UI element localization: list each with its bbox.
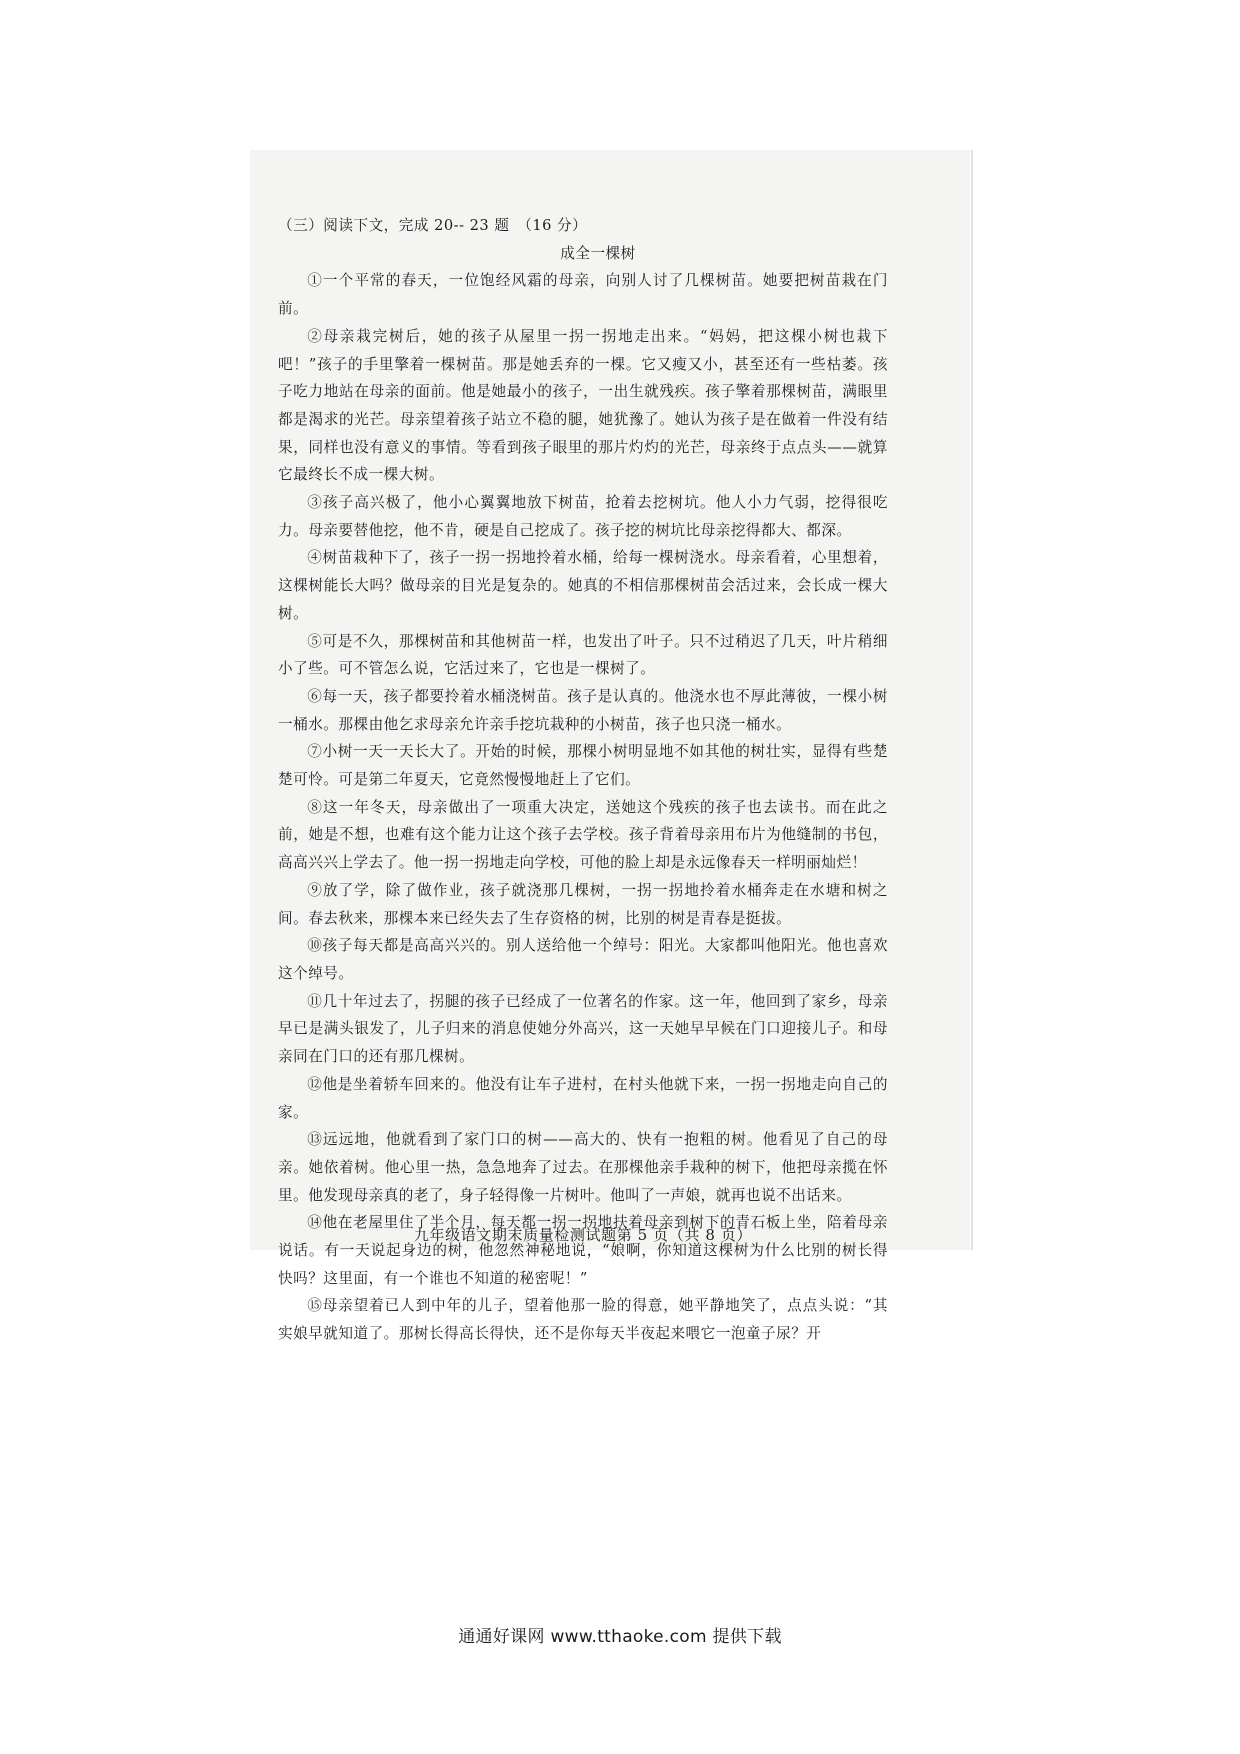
page-footer: 九年级语文期末质量检测试题第 5 页（共 8 页） [413, 1226, 753, 1244]
paragraph-9: ⑨放了学，除了做作业，孩子就浇那几棵树，一拐一拐地拎着水桶奔走在水塘和树之间。春去秋来，那棵本来已经失去了生存资格的树，比别的树是青春是挺拔。 [278, 881, 888, 927]
reading-passage [278, 212, 888, 1348]
paragraph-5: ⑤可是不久，那棵树苗和其他树苗一样，也发出了叶子。只不过稍迟了几天，叶片稍细小了些。可不管怎么说，它活过来了，它也是一棵树了。 [278, 632, 888, 678]
paragraph-10: ⑩孩子每天都是高高兴兴的。别人送给他一个绰号：阳光。大家都叫他阳光。他也喜欢这个绰号。 [278, 937, 888, 982]
page-edge-shadow [971, 150, 973, 1250]
article-title: 成全一棵树 [560, 244, 636, 262]
paragraph-14: ⑭他在老屋里住了半个月，每天都一拐一拐地扶着母亲到树下的青石板上坐，陪着母亲说话。有一天说起身边的树，他忽然神秘地说，“娘啊，你知道这棵树为什么比别的树长得快吗？这里面，有一个谁也不知道的秘密呢！” [278, 1214, 888, 1287]
download-watermark: 通通好课网 www.tthaoke.com 提供下载 [458, 1627, 782, 1647]
paragraph-11: ⑪几十年过去了，拐腿的孩子已经成了一位著名的作家。这一年，他回到了家乡，母亲早已是满头银发了，儿子归来的消息使她分外高兴，这一天她早早候在门口迎接儿子。和母亲同在门口的还有那几棵树。 [278, 992, 888, 1066]
section-header: （三）阅读下文，完成 20-- 23 题 （16 分） [278, 217, 588, 234]
paragraph-12: ⑫他是坐着轿车回来的。他没有让车子进村，在村头他就下来，一拐一拐地走向自己的家。 [278, 1075, 888, 1121]
paragraph-15: ⑮母亲望着已人到中年的儿子，望着他那一脸的得意，她平静地笑了，点点头说：“其实娘早就知道了。那树长得高长得快，还不是你每天半夜起来喂它一泡童子尿？开 [278, 1297, 888, 1343]
paragraph-8: ⑧这一年冬天，母亲做出了一项重大决定，送她这个残疾的孩子也去读书。而在此之前，她是不想，也难有这个能力让这个孩子去学校。孩子背着母亲用布片为他缝制的书包，高高兴兴上学去了。他一拐一拐地走向学校，可他的脸上却是永远像春天一样明丽灿烂！ [278, 798, 888, 872]
paragraph-1: ①一个平常的春天，一位饱经风霜的母亲，向别人讨了几棵树苗。她要把树苗栽在门前。 [278, 272, 888, 318]
paragraph-3: ③孩子高兴极了，他小心翼翼地放下树苗，抢着去挖树坑。他人小力气弱，挖得很吃力。母亲要替他挖，他不肯，硬是自己挖成了。孩子挖的树坑比母亲挖得都大、都深。 [278, 494, 888, 539]
paragraph-2: ②母亲栽完树后，她的孩子从屋里一拐一拐地走出来。“妈妈，把这棵小树也栽下吧！”孩子的手里擎着一棵树苗。那是她丢弃的一棵。它又瘦又小，甚至还有一些枯萎。孩子吃力地站在母亲的面前。他是她最小的孩子，一出生就残疾。孩子擎着那棵树苗，满眼里都是渴求的光芒。母亲望着孩子站立不稳的腿，她犹豫了。她认为孩子是在做着一件没有结果，同样也没有意义的事情。等看到孩子眼里的那片灼灼的光芒，母亲终于点点头——就算它最终长不成一棵大树。 [278, 327, 888, 484]
paragraph-7: ⑦小树一天一天长大了。开始的时候，那棵小树明显地不如其他的树壮实，显得有些楚楚可怜。可是第二年夏天，它竟然慢慢地赶上了它们。 [278, 743, 888, 789]
paragraph-6: ⑥每一天，孩子都要拎着水桶浇树苗。孩子是认真的。他浇水也不厚此薄彼，一棵小树一桶水。那棵由他乞求母亲允许亲手挖坑栽种的小树苗，孩子也只浇一桶水。 [278, 687, 888, 733]
paragraph-13: ⑬远远地，他就看到了家门口的树——高大的、快有一抱粗的树。他看见了自己的母亲。她依着树。他心里一热，急急地奔了过去。在那棵他亲手栽种的树下，他把母亲揽在怀里。他发现母亲真的老了，身子轻得像一片树叶。他叫了一声娘，就再也说不出话来。 [278, 1131, 888, 1204]
paragraph-4: ④树苗栽种下了，孩子一拐一拐地拎着水桶，给每一棵树浇水。母亲看着，心里想着，这棵树能长大吗？做母亲的目光是复杂的。她真的不相信那棵树苗会活过来，会长成一棵大树。 [278, 549, 888, 622]
